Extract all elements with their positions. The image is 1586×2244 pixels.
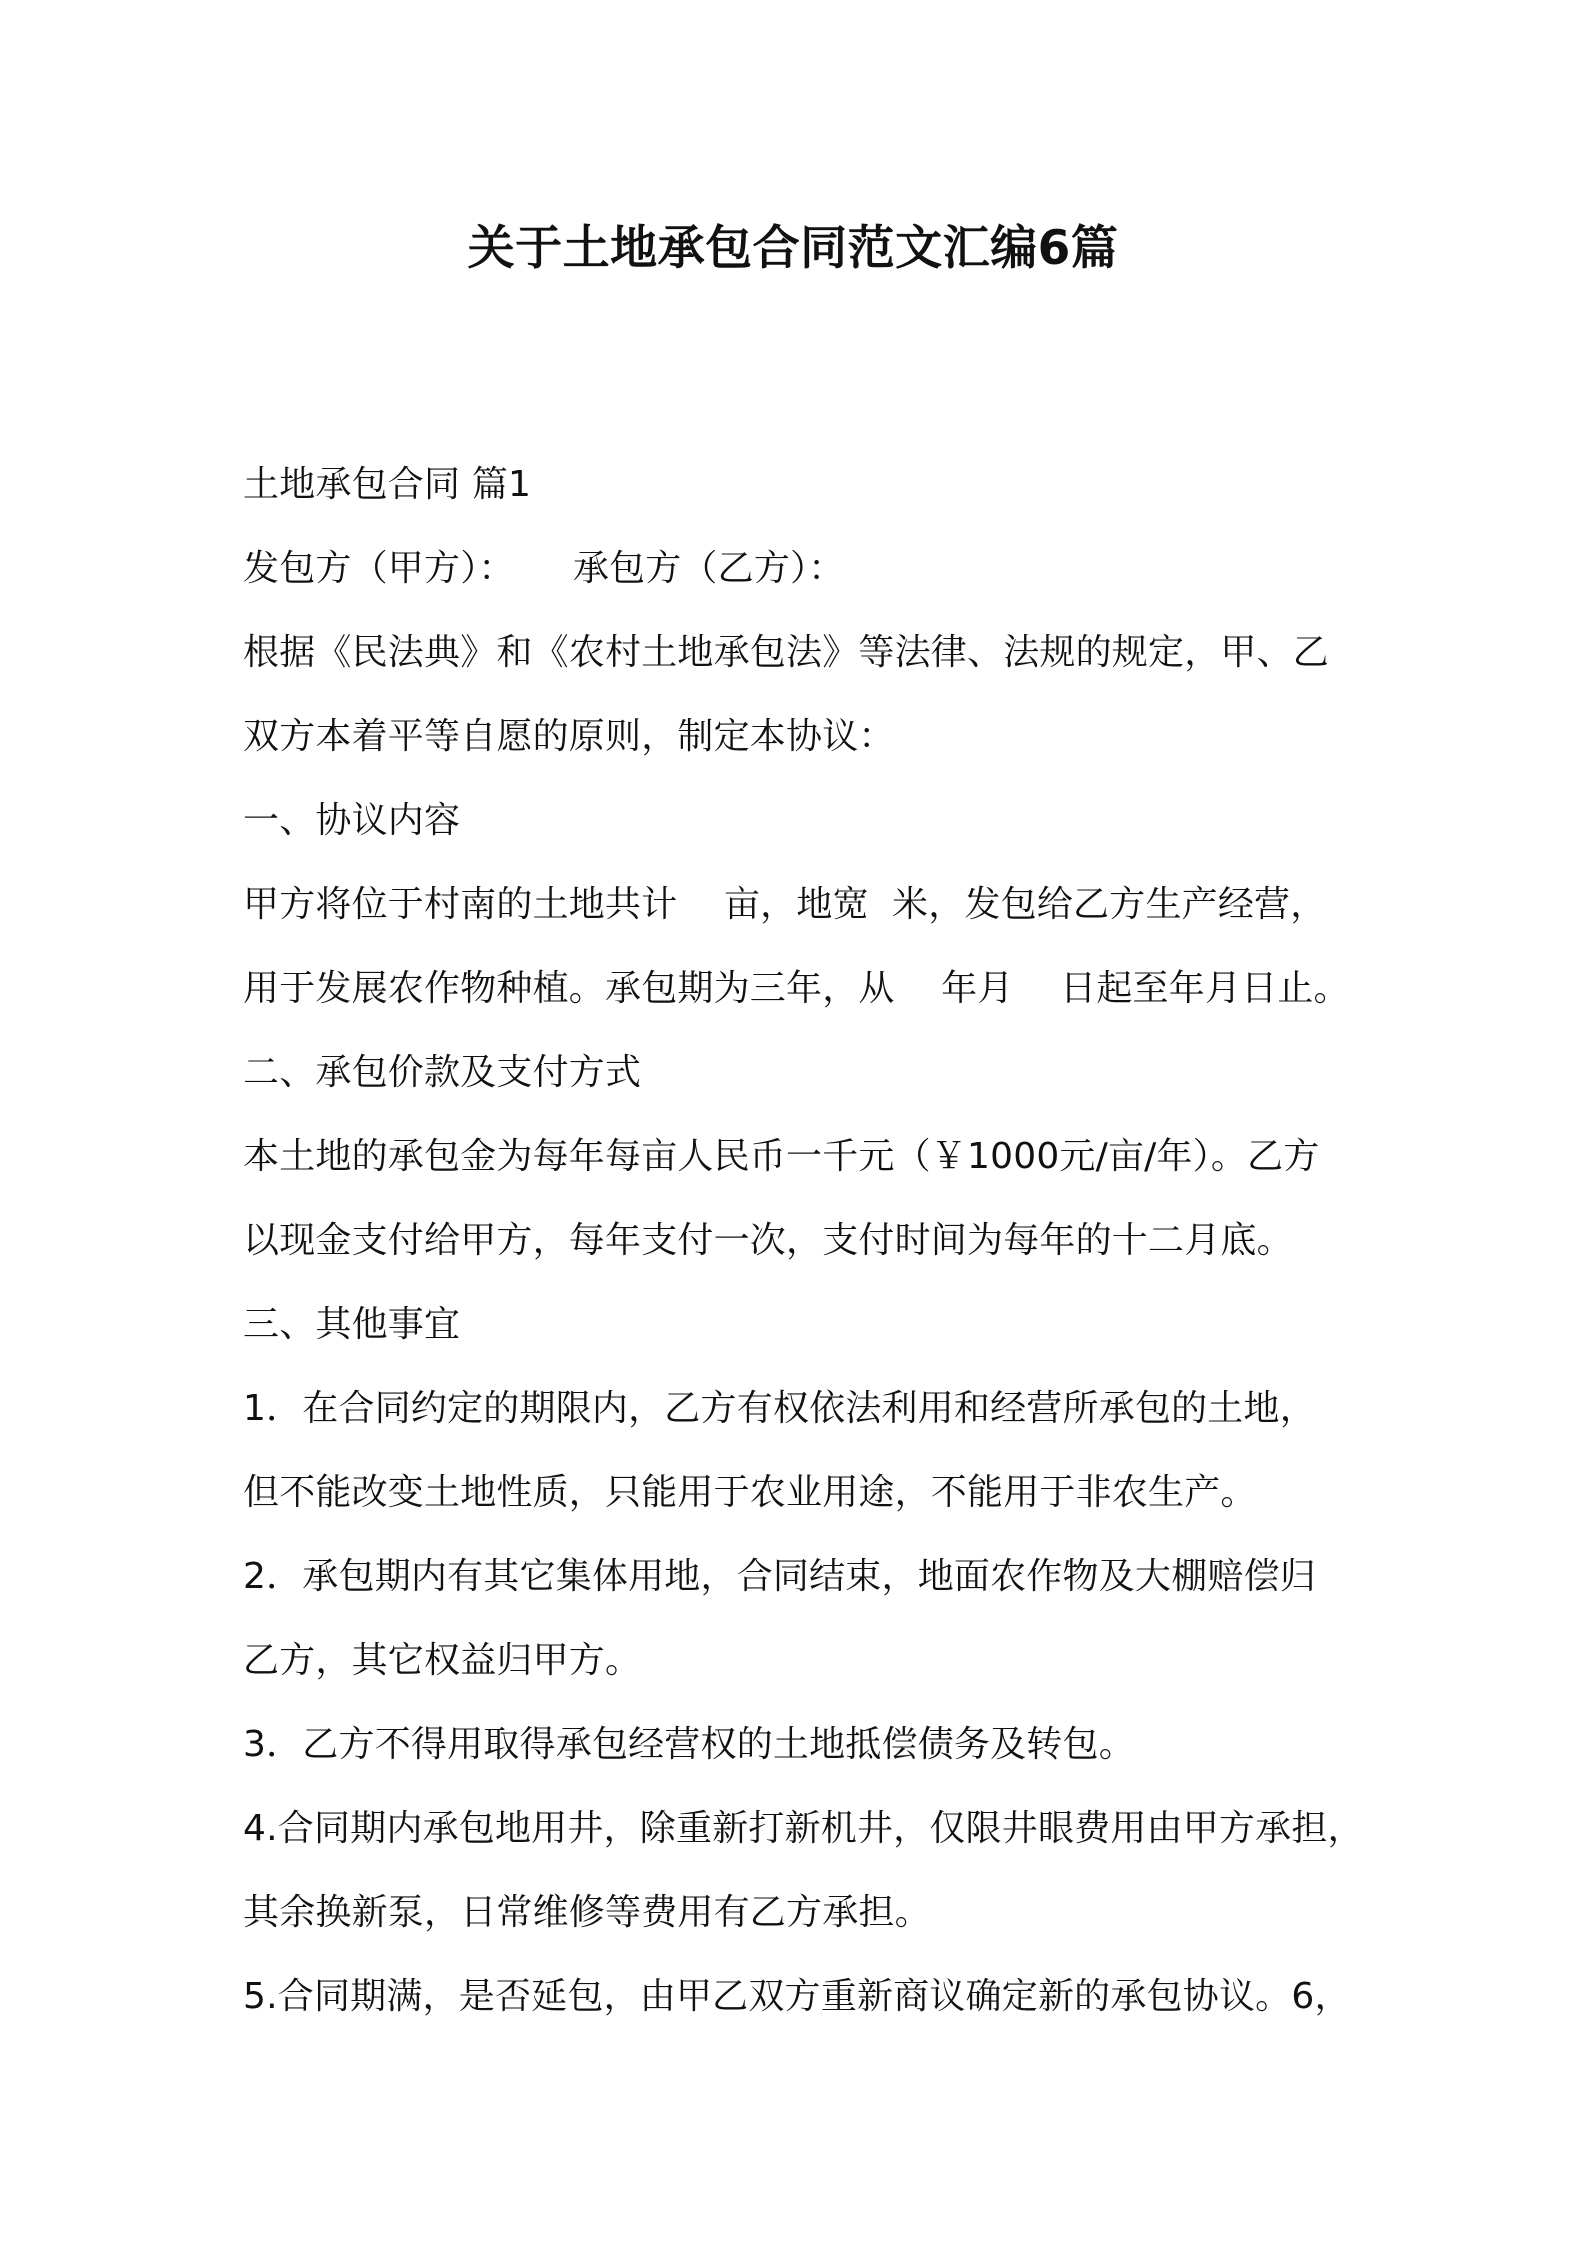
list-item-line: 4.合同期内承包地用井，除重新打新机井，仅限井眼费用由甲方承担，	[243, 1808, 1364, 1849]
list-item-line: 但不能改变土地性质，只能用于农业用途，不能用于非农生产。	[243, 1472, 1257, 1513]
paragraph-line: 以现金支付给甲方，每年支付一次，支付时间为每年的十二月底。	[243, 1220, 1293, 1261]
document-title: 关于土地承包合同范文汇编6篇	[467, 221, 1119, 276]
list-item-line: 其余换新泵，日常维修等费用有乙方承担。	[243, 1892, 931, 1933]
list-item-line: 乙方，其它权益归甲方。	[243, 1640, 642, 1681]
list-item-line: 1．在合同约定的期限内，乙方有权依法利用和经营所承包的土地，	[243, 1388, 1316, 1429]
parties-line: 发包方（甲方）： 承包方（乙方）：	[243, 548, 845, 589]
list-item-line: 2．承包期内有其它集体用地，合同结束，地面农作物及大棚赔偿归	[243, 1556, 1316, 1597]
paragraph-line: 根据《民法典》和《农村土地承包法》等法律、法规的规定，甲、乙	[243, 632, 1330, 673]
list-item-line: 5.合同期满，是否延包，由甲乙双方重新商议确定新的承包协议。6，	[243, 1976, 1351, 2017]
paragraph-line: 本土地的承包金为每年每亩人民币一千元（￥1000元/亩/年）。乙方	[243, 1136, 1320, 1177]
section-heading-article-1: 土地承包合同 篇1	[243, 464, 532, 505]
clause-heading-price-payment: 二、承包价款及支付方式	[243, 1052, 642, 1093]
list-item-line: 3．乙方不得用取得承包经营权的土地抵偿债务及转包。	[243, 1724, 1135, 1765]
clause-heading-other-matters: 三、其他事宜	[243, 1304, 461, 1345]
document-body	[243, 443, 1363, 2039]
paragraph-line: 甲方将位于村南的土地共计 亩，地宽 米，发包给乙方生产经营，	[243, 884, 1327, 925]
paragraph-line: 用于发展农作物种植。承包期为三年，从 年月 日起至年月日止。	[243, 968, 1350, 1009]
clause-heading-agreement-content: 一、协议内容	[243, 800, 461, 841]
paragraph-line: 双方本着平等自愿的原则，制定本协议：	[243, 716, 895, 757]
